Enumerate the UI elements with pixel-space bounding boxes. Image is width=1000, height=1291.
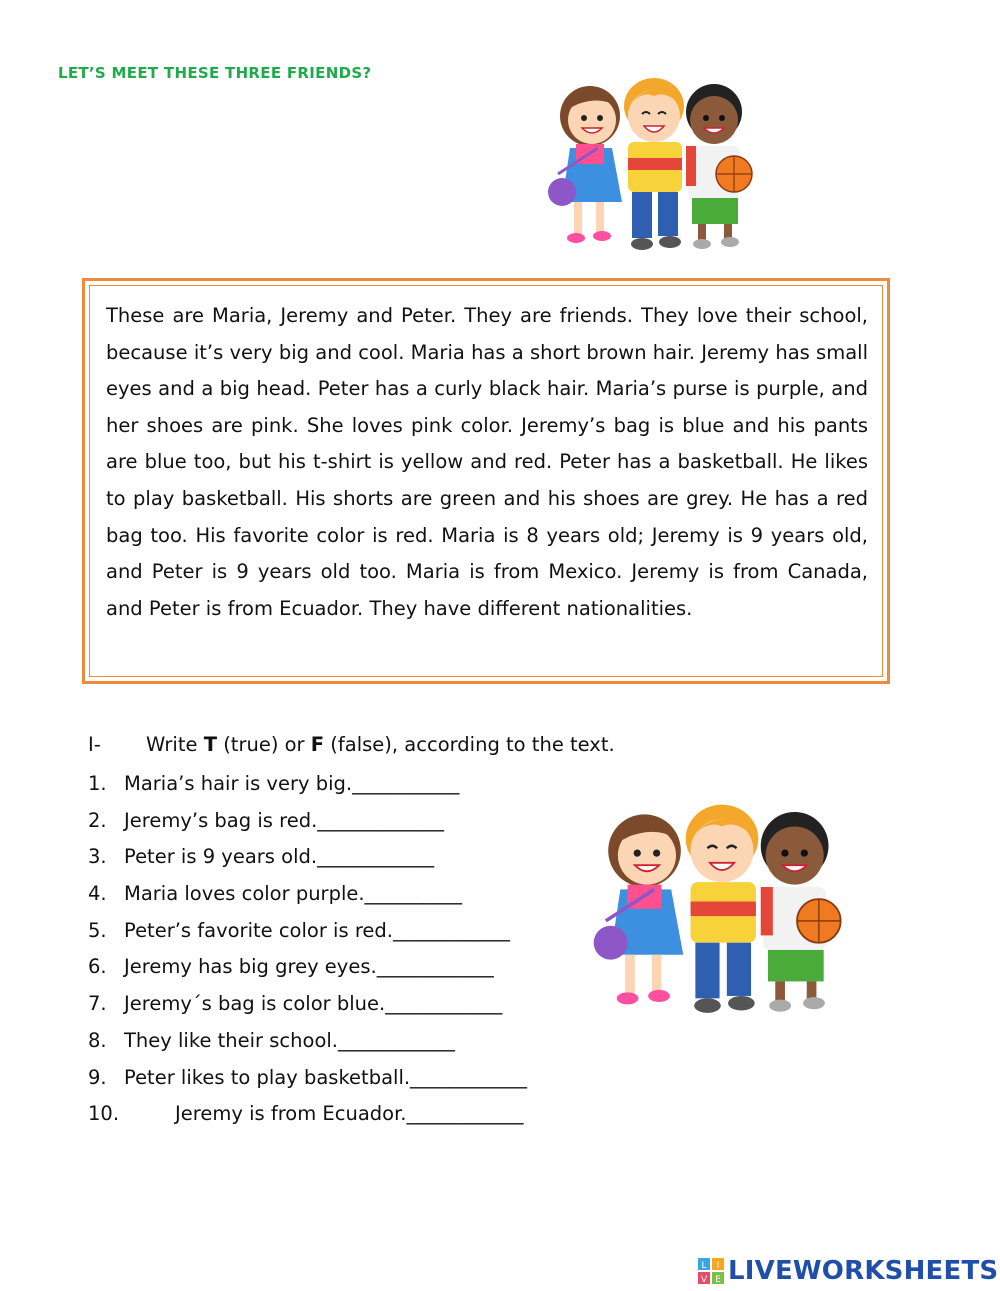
reading-passage-box (82, 278, 890, 684)
item-text: Jeremy’s bag is red._____________ (124, 808, 445, 832)
item-text: Maria’s hair is very big.___________ (124, 772, 460, 795)
true-letter: T (203, 733, 217, 756)
item-number: 7. (88, 992, 107, 1016)
item-number: 9. (88, 1065, 107, 1089)
logo-text: LIVEWORKSHEETS (728, 1256, 999, 1286)
logo-tile-l: L (701, 1261, 707, 1271)
liveworksheets-logo (698, 1254, 998, 1288)
three-friends-illustration-side (592, 795, 852, 1025)
item-text: Peter’s favorite color is red.____________ (124, 918, 510, 942)
logo-tiles-icon (698, 1258, 724, 1284)
worksheet-title: LET’S MEET THESE THREE FRIENDS? (58, 64, 372, 82)
false-letter: F (310, 733, 325, 756)
list-item[interactable] (88, 766, 527, 803)
list-item[interactable] (88, 839, 527, 876)
item-number: 6. (88, 955, 107, 979)
list-item[interactable] (88, 1096, 527, 1133)
list-item[interactable] (88, 803, 527, 840)
item-number: 3. (88, 845, 107, 869)
logo-tile-i: I (716, 1261, 720, 1271)
item-text: Jeremy has big grey eyes.____________ (124, 955, 494, 979)
item-number: 8. (88, 1028, 107, 1052)
list-item[interactable] (88, 986, 527, 1023)
instruction-part-c: (false), according to the text. (324, 733, 615, 756)
item-number: 10. (88, 1102, 120, 1126)
three-friends-illustration (548, 70, 760, 260)
item-text: Jeremy´s bag is color blue.____________ (124, 992, 503, 1016)
reading-passage-text: These are Maria, Jeremy and Peter. They are friends. They love their school, because it’s very big and cool. Maria has a short brown hair. Jeremy has small eyes and a big head. Peter has a curly black hair. Maria’s purse is purple, and her shoes are pink. She loves pink color. Jeremy’s bag is blue and his pants are blue too, but his t-shirt is yellow and red. Peter has a basketball. He likes to play basketball. His shorts are green and his shoes are grey. He has a red bag too. His favorite color is red. Maria is 8 years old; Jeremy is 9 years old, and Peter is 9 years old too. Maria is from Mexico. Jeremy is from Canada, and Peter is from Ecuador. They have different nationalities. (106, 304, 868, 620)
item-number: 1. (88, 772, 107, 795)
instruction-part-b: (true) or (217, 733, 311, 756)
item-text: Peter likes to play basketball.____________ (124, 1065, 528, 1089)
list-item[interactable] (88, 949, 527, 986)
item-text: Peter is 9 years old.____________ (124, 845, 435, 869)
item-text: Maria loves color purple.__________ (124, 882, 463, 906)
true-false-list (88, 766, 527, 1133)
item-number: 5. (88, 918, 107, 942)
list-item[interactable] (88, 876, 527, 913)
logo-tile-v: V (700, 1275, 708, 1284)
logo-tile-e: E (715, 1275, 721, 1284)
list-item[interactable] (88, 1023, 527, 1060)
item-text: They like their school.____________ (124, 1028, 455, 1052)
exercise-instruction (88, 733, 615, 756)
item-text: Jeremy is from Ecuador.____________ (175, 1102, 524, 1126)
exercise-numeral: I- (88, 733, 101, 756)
instruction-part-a: Write (146, 733, 204, 756)
item-number: 2. (88, 808, 107, 832)
item-number: 4. (88, 882, 107, 906)
list-item[interactable] (88, 913, 527, 950)
reading-passage-inner (89, 285, 883, 677)
list-item[interactable] (88, 1060, 527, 1097)
